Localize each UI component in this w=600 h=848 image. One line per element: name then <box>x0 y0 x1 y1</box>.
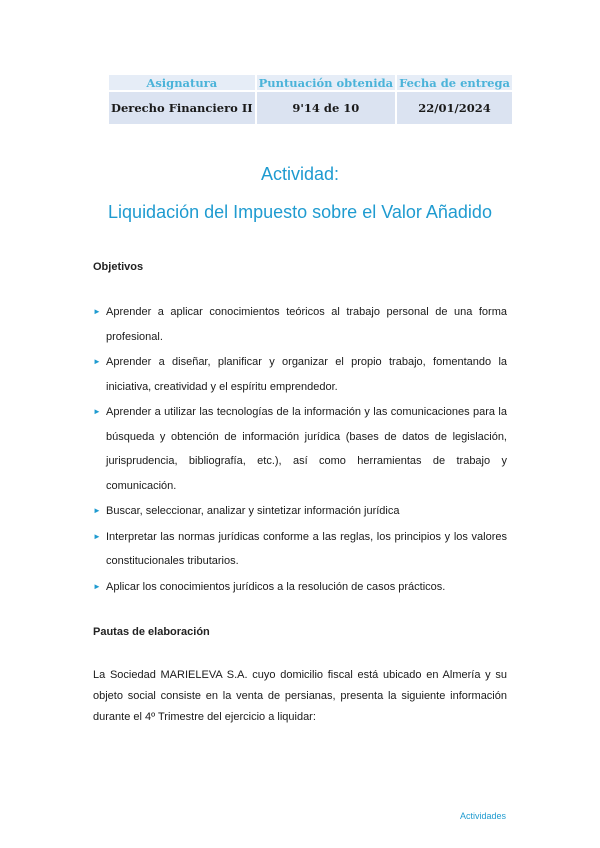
objectives-heading: Objetivos <box>93 261 144 273</box>
cell-puntuacion: 9'14 de 10 <box>257 92 395 124</box>
header-asignatura: Asignatura <box>109 75 255 90</box>
objective-item <box>93 525 507 574</box>
bullet-arrow-icon: ► <box>93 506 101 515</box>
objective-text: Interpretar las normas jurídicas conforme a las reglas, los principios y los valores constitucionales tributarios. <box>106 530 507 567</box>
objective-item <box>93 400 507 498</box>
objective-item <box>93 350 507 399</box>
objective-text: Aplicar los conocimientos jurídicos a la resolución de casos prácticos. <box>106 580 446 593</box>
bullet-arrow-icon: ► <box>93 357 101 366</box>
guidelines-heading: Pautas de elaboración <box>93 626 210 638</box>
objective-item <box>93 300 507 349</box>
cell-asignatura: Derecho Financiero II <box>109 92 255 124</box>
cell-fecha: 22/01/2024 <box>397 92 512 124</box>
grade-table <box>107 73 514 126</box>
bullet-arrow-icon: ► <box>93 307 101 316</box>
footer-label: Actividades <box>459 811 506 821</box>
objective-text: Buscar, seleccionar, analizar y sintetizar información jurídica <box>106 505 400 517</box>
objective-item <box>93 499 507 524</box>
activity-label: Actividad: <box>260 164 340 184</box>
header-puntuacion: Puntuación obtenida <box>258 75 394 90</box>
objectives-list <box>93 300 507 600</box>
activity-title: Liquidación del Impuesto sobre el Valor Añadido <box>108 202 492 222</box>
objective-item <box>93 575 507 600</box>
grade-table-header-row <box>109 75 512 90</box>
objective-text: Aprender a utilizar las tecnologías de la información y las comunicaciones para la búsqueda y obtención de información jurídica (bases de datos de legislación, jurisprudencia, bibliografía, etc.), así como herramientas de trabajo y comunicación. <box>106 406 507 492</box>
objective-text: Aprender a diseñar, planificar y organizar el propio trabajo, fomentando la iniciativa, creatividad y el espíritu emprendedor. <box>106 356 507 393</box>
bullet-arrow-icon: ► <box>93 581 101 591</box>
grade-table-row <box>109 92 512 124</box>
guidelines-paragraph: La Sociedad MARIELEVA S.A. cuyo domicilio fiscal está ubicado en Almería y su objeto social consiste en la venta de persianas, presenta la siguiente información durante el 4º Trimestre del ejercicio a liquidar: <box>93 669 507 723</box>
header-fecha: Fecha de entrega <box>399 75 510 90</box>
bullet-arrow-icon: ► <box>93 531 101 541</box>
objective-text: Aprender a aplicar conocimientos teóricos al trabajo personal de una forma profesional. <box>106 306 507 343</box>
bullet-arrow-icon: ► <box>93 407 101 416</box>
